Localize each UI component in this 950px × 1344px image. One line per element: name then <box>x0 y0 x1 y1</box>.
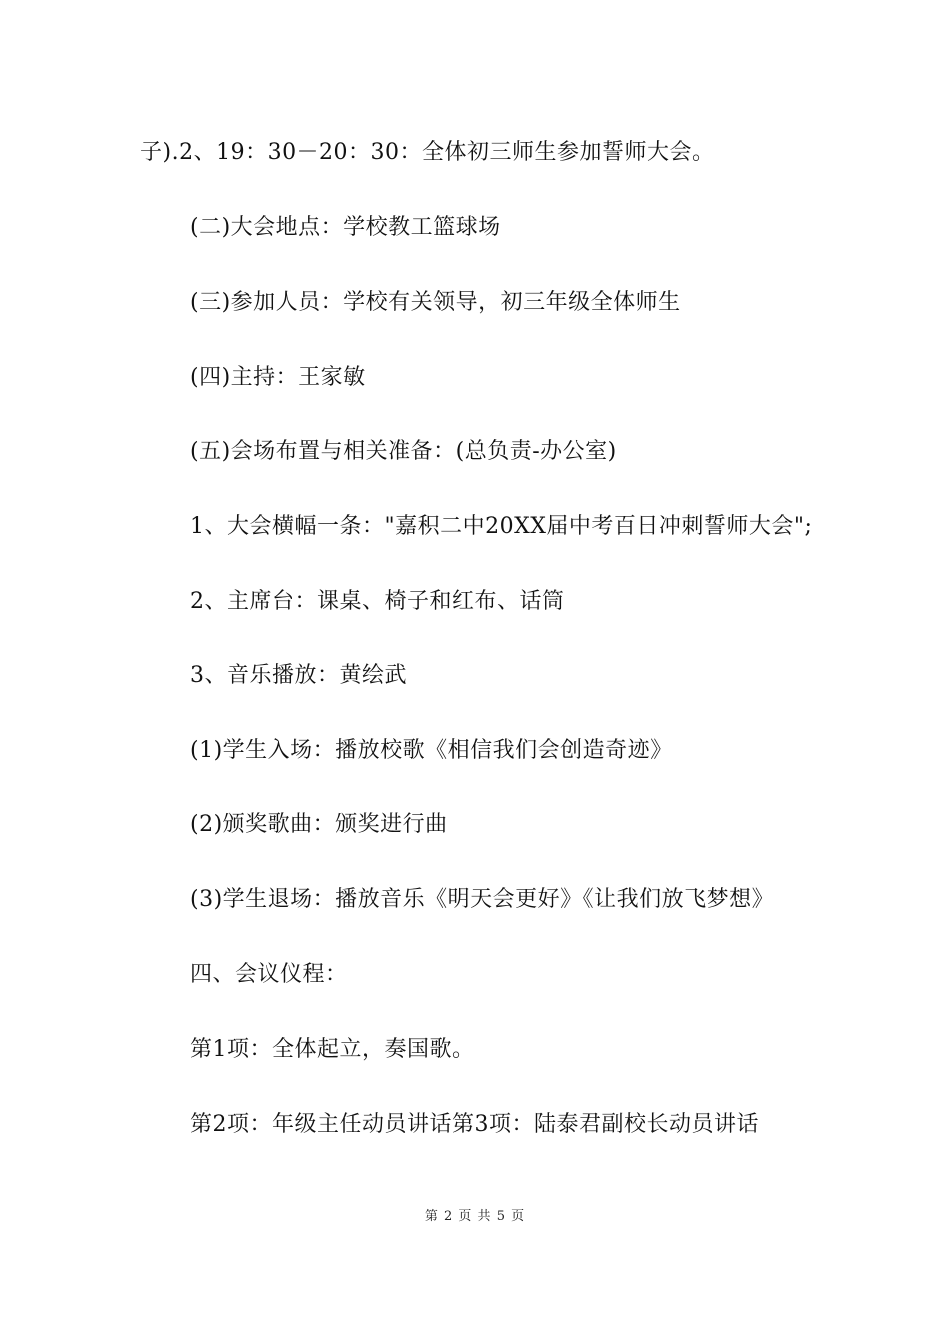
text-line: (1)学生入场：播放校歌《相信我们会创造奇迹》 <box>190 738 673 763</box>
text-line: (四)主持：王家敏 <box>190 365 366 390</box>
text-line: (3)学生退场：播放音乐《明天会更好》《让我们放飞梦想》 <box>190 887 775 912</box>
text-line: 第1项：全体起立，奏国歌。 <box>190 1037 475 1062</box>
text-line: 子).2、19：30－20：30：全体初三师生参加誓师大会。 <box>140 140 715 165</box>
text-line: 3、音乐播放：黄绘武 <box>190 663 407 688</box>
text-line: (三)参加人员：学校有关领导，初三年级全体师生 <box>190 290 681 315</box>
text-line: 第2项：年级主任动员讲话第3项：陆泰君副校长动员讲话 <box>190 1112 759 1137</box>
text-line: 1、大会横幅一条："嘉积二中20XX届中考百日冲刺誓师大会"; <box>190 514 813 539</box>
text-line: (五)会场布置与相关准备：(总负责-办公室) <box>190 439 617 464</box>
text-line: (二)大会地点：学校教工篮球场 <box>190 215 501 240</box>
page-number-footer: 第 2 页 共 5 页 <box>424 1209 526 1224</box>
text-line: (2)颁奖歌曲：颁奖进行曲 <box>190 812 448 837</box>
text-line: 四、会议仪程： <box>190 962 348 987</box>
text-line: 2、主席台：课桌、椅子和红布、话筒 <box>190 589 565 614</box>
